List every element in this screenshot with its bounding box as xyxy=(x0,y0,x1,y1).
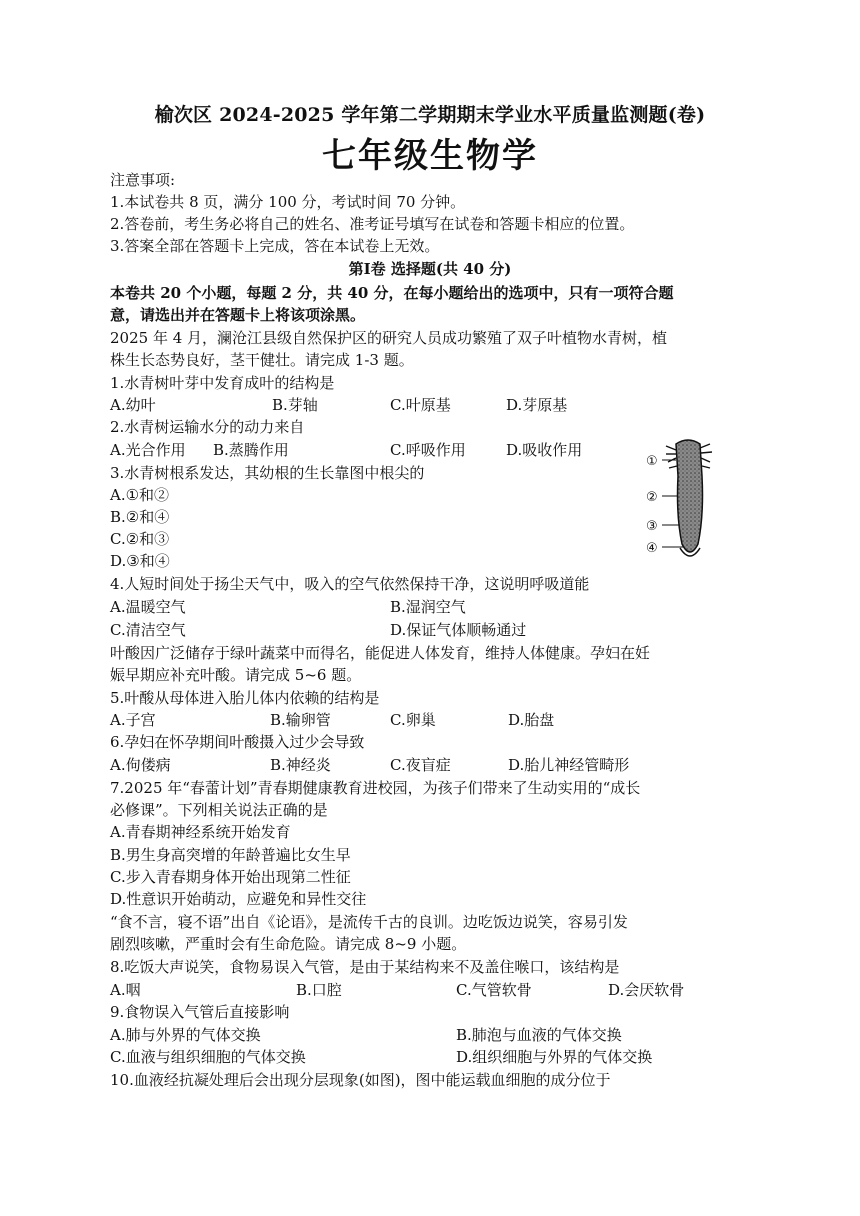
passage-text: 株生长态势良好，茎干健壮。请完成 1-3 题。 xyxy=(110,351,414,369)
option: A.幼叶 xyxy=(110,396,156,414)
option: A.①和② xyxy=(110,486,170,504)
note-item: 3.答案全部在答题卡上完成，答在本试卷上无效。 xyxy=(110,237,440,255)
question-stem: 7.2025 年“春蕾计划”青春期健康教育进校园，为孩子们带来了生动实用的“成长 xyxy=(110,779,641,797)
exam-title: 榆次区 2024-2025 学年第二学期期末学业水平质量监测题(卷) xyxy=(154,104,706,126)
section-title: 第Ⅰ卷 选择题(共 40 分) xyxy=(348,260,512,278)
note-item: 2.答卷前，考生务必将自己的姓名、准考证号填写在试卷和答题卡相应的位置。 xyxy=(110,215,635,233)
option: C.夜盲症 xyxy=(390,756,451,774)
option: C.步入青春期身体开始出现第二性征 xyxy=(110,868,351,886)
option: C.叶原基 xyxy=(390,396,451,414)
option: D.会厌软骨 xyxy=(608,981,685,999)
question-stem: 4.人短时间处于扬尘天气中，吸入的空气依然保持干净，这说明呼吸道能 xyxy=(110,575,590,593)
option: A.佝偻病 xyxy=(110,756,171,774)
option: D.胎儿神经管畸形 xyxy=(508,756,630,774)
option: A.子宫 xyxy=(110,711,156,729)
question-stem: 5.叶酸从母体进入胎儿体内依赖的结构是 xyxy=(110,689,380,707)
option: B.输卵管 xyxy=(270,711,331,729)
question-stem: 必修课”。下列相关说法正确的是 xyxy=(110,801,328,819)
option: D.组织细胞与外界的气体交换 xyxy=(456,1048,653,1066)
note-item: 1.本试卷共 8 页，满分 100 分，考试时间 70 分钟。 xyxy=(110,193,466,211)
option: A.光合作用 xyxy=(110,441,186,459)
root-tip-figure xyxy=(646,436,736,566)
option: B.②和④ xyxy=(110,508,170,526)
question-stem: 1.水青树叶芽中发育成叶的结构是 xyxy=(110,374,335,392)
figure-label: ② xyxy=(646,490,658,505)
option: B.神经炎 xyxy=(270,756,331,774)
root-tip-shape xyxy=(676,440,703,552)
question-stem: 3.水青树根系发达，其幼根的生长靠图中根尖的 xyxy=(110,464,425,482)
question-stem: 2.水青树运输水分的动力来自 xyxy=(110,418,305,436)
option: D.吸收作用 xyxy=(506,441,583,459)
option: B.湿润空气 xyxy=(390,598,466,616)
question-stem: 8.吃饭大声说笑，食物易误入气管，是由于某结构来不及盖住喉口，该结构是 xyxy=(110,958,620,976)
option: D.③和④ xyxy=(110,552,170,570)
option: C.气管软骨 xyxy=(456,981,532,999)
figure-label: ③ xyxy=(646,519,658,534)
option: B.肺泡与血液的气体交换 xyxy=(456,1026,622,1044)
subject-title: 七年级生物学 xyxy=(322,136,538,176)
option: D.保证气体顺畅通过 xyxy=(390,621,527,639)
option: D.胎盘 xyxy=(508,711,555,729)
notes-heading: 注意事项: xyxy=(110,171,176,189)
question-stem: 10.血液经抗凝处理后会出现分层现象(如图)，图中能运载血细胞的成分位于 xyxy=(110,1071,611,1089)
option: C.呼吸作用 xyxy=(390,441,466,459)
option: C.②和③ xyxy=(110,530,170,548)
figure-label: ① xyxy=(646,454,658,469)
question-stem: 9.食物误入气管后直接影响 xyxy=(110,1003,290,1021)
option: D.性意识开始萌动，应避免和异性交往 xyxy=(110,890,367,908)
passage-text: 剧烈咳嗽，严重时会有生命危险。请完成 8~9 小题。 xyxy=(110,935,467,953)
option: D.芽原基 xyxy=(506,396,568,414)
option: B.口腔 xyxy=(296,981,342,999)
passage-text: 娠早期应补充叶酸。请完成 5~6 题。 xyxy=(110,666,362,684)
passage-text: 叶酸因广泛储存于绿叶蔬菜中而得名，能促进人体发育，维持人体健康。孕妇在妊 xyxy=(110,644,651,662)
option: A.温暖空气 xyxy=(110,598,186,616)
question-stem: 6.孕妇在怀孕期间叶酸摄入过少会导致 xyxy=(110,733,365,751)
option: A.肺与外界的气体交换 xyxy=(110,1026,261,1044)
passage-text: 2025 年 4 月，澜沧江县级自然保护区的研究人员成功繁殖了双子叶植物水青树，植 xyxy=(110,329,668,347)
figure-label: ④ xyxy=(646,541,658,556)
option: A.青春期神经系统开始发育 xyxy=(110,823,291,841)
option: A.咽 xyxy=(110,981,141,999)
section-instruction: 意，请选出并在答题卡上将该项涂黑。 xyxy=(110,306,366,324)
option: C.血液与组织细胞的气体交换 xyxy=(110,1048,306,1066)
option: C.卵巢 xyxy=(390,711,436,729)
option: B.蒸腾作用 xyxy=(213,441,289,459)
passage-text: “食不言，寝不语”出自《论语》，是流传千古的良训。边吃饭边说笑，容易引发 xyxy=(110,913,628,931)
option: B.芽轴 xyxy=(272,396,318,414)
section-instruction: 本卷共 20 个小题，每题 2 分，共 40 分，在每小题给出的选项中，只有一项符合题 xyxy=(110,284,674,302)
option: B.男生身高突增的年龄普遍比女生早 xyxy=(110,846,351,864)
option: C.清洁空气 xyxy=(110,621,186,639)
